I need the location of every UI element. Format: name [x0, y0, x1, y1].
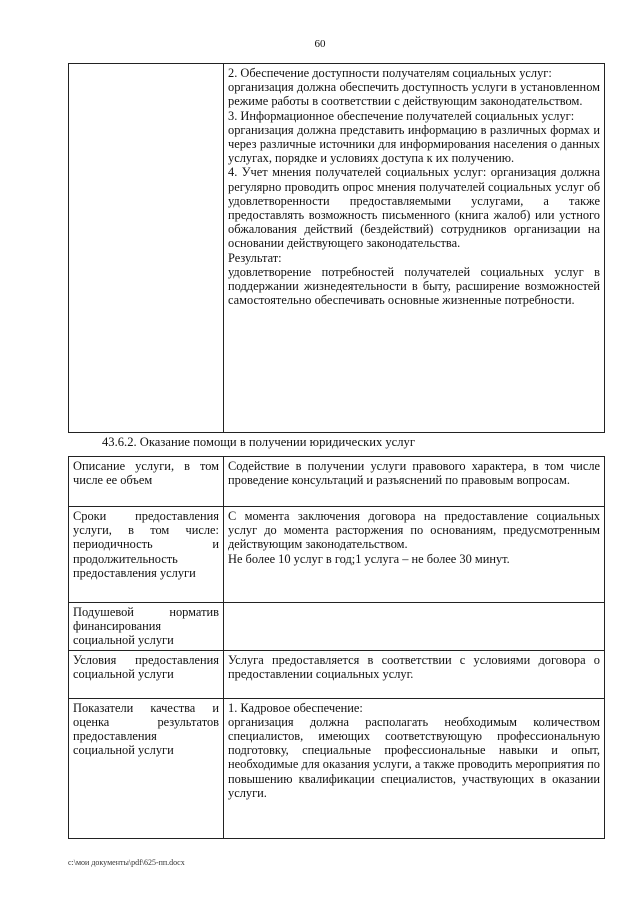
table-row — [69, 650, 605, 698]
quality-indicators-cell — [224, 64, 605, 433]
row-value — [224, 650, 605, 698]
paragraph: 1. Кадровое обеспечение: — [228, 700, 363, 715]
service-table — [68, 456, 605, 839]
page-number: 60 — [314, 38, 326, 50]
row-value — [224, 507, 605, 603]
section-heading: 43.6.2. Оказание помощи в получении юридических услуг — [102, 435, 416, 449]
row-value — [224, 457, 605, 507]
paragraph: организация должна представить информацию в различных формах и через различные источники для информирования населения о данных услугах, порядке и условиях доступа к их получению. — [228, 122, 600, 166]
paragraph: 3. Информационное обеспечение получателей социальных услуг: — [228, 108, 575, 123]
table-row — [69, 457, 605, 507]
file-path-footer: c:\мои документы\pdf\625-пп.docx — [68, 858, 185, 867]
row-label: Показатели качества и оценка результатов предоставления социальной услуги — [69, 698, 224, 838]
paragraph: 2. Обеспечение доступности получателям социальных услуг: — [228, 66, 552, 80]
table-row — [69, 64, 605, 433]
paragraph: С момента заключения договора на предоставление социальных услуг до момента расторжения по основаниям, предусмотренным действующим законодательством. — [228, 509, 600, 552]
row-label: Описание услуги, в том числе ее объем — [69, 457, 224, 507]
paragraph: Не более 10 услуг в год;1 услуга – не более 30 минут. — [228, 551, 510, 566]
paragraph: 4. Учет мнения получателей социальных услуг: организация должна регулярно проводить опрос мнения получателей социальных услуг об удовлетворенности предоставляемыми услугами, а также предоставлять возможность письменного (книга жалоб) или устного обжалования действий (бездействий) сотрудников организации на основании действующего законодательства. — [228, 165, 600, 251]
row-value — [224, 698, 605, 838]
row-label: Сроки предоставления услуги, в том числе: периодичность и продолжительность предоставления услуги — [69, 507, 224, 603]
paragraph: Услуга предоставляется в соответствии с условиями договора о предоставлении социальных услуг. — [228, 652, 600, 681]
row-label: Подушевой норматив финансирования социальной услуги — [69, 603, 224, 651]
paragraph: организация должна обеспечить доступность услуги в установленном режиме работы в соответствии с действующим законодательством. — [228, 80, 600, 109]
continuation-table — [68, 63, 605, 433]
table-row — [69, 507, 605, 603]
table-row — [69, 603, 605, 651]
table-row — [69, 698, 605, 838]
paragraph: Содействие в получении услуги правового характера, в том числе проведение консультаций и разъяснений по правовым вопросам. — [228, 459, 600, 488]
row-value — [224, 603, 605, 651]
row-label: Условия предоставления социальной услуги — [69, 650, 224, 698]
empty-label-cell — [69, 64, 224, 433]
paragraph: удовлетворение потребностей получателей социальных услуг в поддержании жизнедеятельности в быту, расширение возможностей самостоятельно обеспечивать основные жизненные потребности. — [228, 264, 600, 308]
paragraph: организация должна располагать необходимым количеством специалистов, имеющих соответствующую профессиональную подготовку, специальные профессиональные навыки и опыт, необходимые для оказания услуги, а также проводить мероприятия по повышению квалификации специалистов, участвующих в оказании услуги. — [228, 714, 600, 800]
paragraph: Результат: — [228, 250, 282, 265]
